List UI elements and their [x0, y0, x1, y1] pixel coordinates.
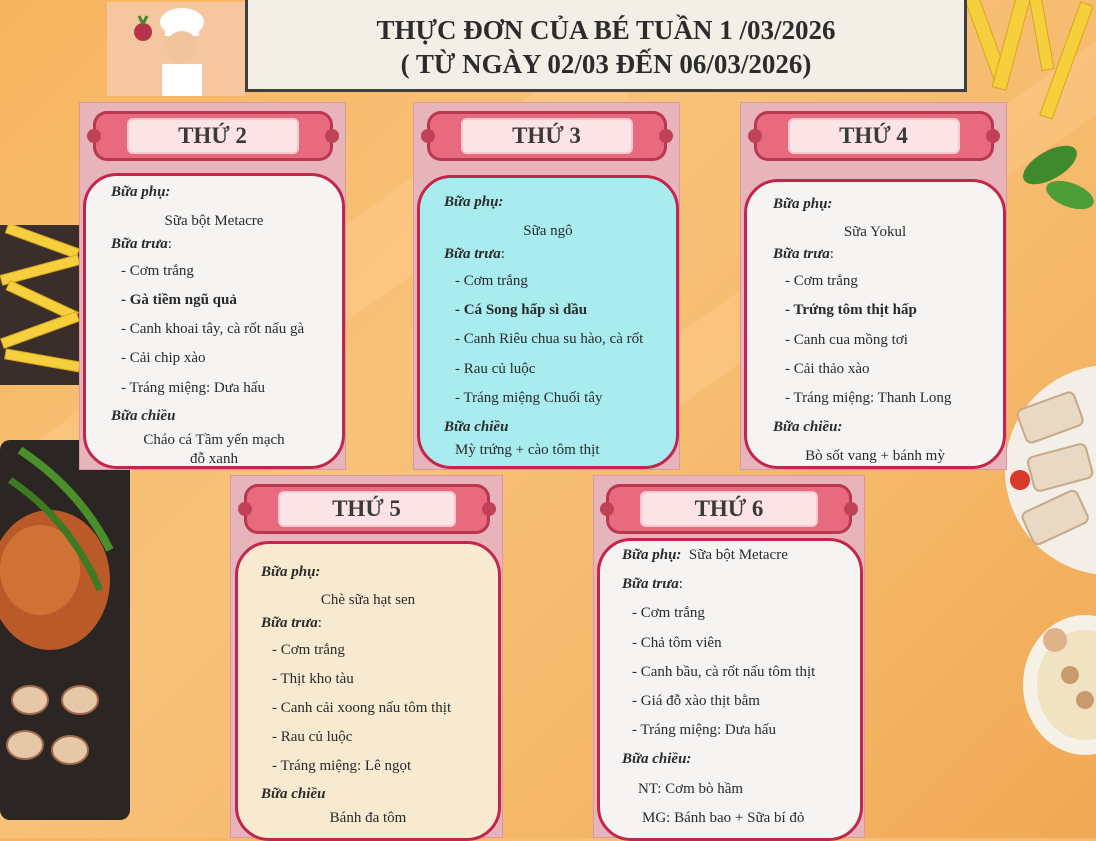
menu-panel	[83, 173, 345, 469]
salad-plate-image	[1000, 360, 1096, 580]
lunch-item: - Rau củ luộc	[455, 361, 536, 377]
lunch-heading: Bữa trưa:	[444, 246, 505, 262]
menu-title: THỰC ĐƠN CỦA BÉ TUẦN 1 /03/2026	[376, 15, 836, 45]
lunch-item: - Canh khoai tây, cà rốt nấu gà	[121, 321, 305, 337]
lunch-item: - Canh cải xoong nấu tôm thịt	[272, 700, 452, 716]
day-label: THỨ 4	[788, 118, 960, 154]
lunch-heading: Bữa trưa:	[111, 236, 172, 252]
day-label: THỨ 3	[461, 118, 633, 154]
day-card-fri	[593, 475, 865, 838]
lunch-item: - Thịt kho tàu	[272, 671, 354, 687]
fries-image	[0, 225, 80, 385]
menu-panel	[417, 175, 679, 469]
afternoon-label: Bữa chiều	[444, 419, 509, 435]
snack-line: Bữa phụ: Sữa bột Metacre	[622, 547, 788, 563]
afternoon-label: Bữa chiều	[111, 408, 176, 424]
lunch-item: - Cơm trắng	[121, 263, 194, 279]
day-label: THỨ 2	[127, 118, 299, 154]
afternoon-label: Bữa chiều	[261, 786, 326, 802]
lunch-heading: Bữa trưa:	[622, 576, 683, 592]
leaf-image	[1010, 135, 1096, 225]
day-card-wed	[740, 102, 1007, 470]
lunch-item: - Tráng miệng: Dưa hấu	[632, 722, 776, 738]
lunch-heading: Bữa trưa:	[773, 246, 834, 262]
menu-panel	[597, 538, 863, 841]
chef-image	[107, 2, 245, 96]
day-card-tue	[413, 102, 680, 470]
lunch-item: - Canh Riêu chua su hào, cà rốt	[455, 331, 644, 347]
lunch-heading: Bữa trưa:	[261, 615, 322, 631]
menu-header	[245, 0, 967, 92]
lunch-item: - Cải chip xào	[121, 350, 206, 366]
lunch-item: - Canh cua mồng tơi	[785, 332, 908, 348]
chicken-tray-image	[0, 430, 145, 838]
lunch-item: - Trứng tôm thịt hấp	[785, 302, 917, 318]
lunch-item: - Chả tôm viên	[632, 635, 722, 651]
menu-panel	[235, 541, 501, 841]
day-card-mon	[79, 102, 346, 470]
menu-date-range: ( TỪ NGÀY 02/03 ĐẾN 06/03/2026)	[400, 49, 812, 79]
snack-label: Bữa phụ:	[773, 196, 833, 212]
afternoon-item: Bánh đa tôm	[329, 810, 407, 826]
snack-item: Sữa Yokul	[843, 224, 907, 240]
afternoon-item: MG: Bánh bao + Sữa bí đỏ	[642, 810, 805, 826]
lunch-item: - Tráng miệng: Thanh Long	[785, 390, 952, 406]
lunch-item: - Cá Song hấp sì dầu	[455, 302, 588, 318]
snack-label: Bữa phụ:	[111, 184, 171, 200]
lunch-item: - Cơm trắng	[455, 273, 528, 289]
soup-bowl-image	[1015, 600, 1096, 770]
afternoon-item: đỗ xanh	[190, 451, 238, 467]
lunch-item: - Cơm trắng	[785, 273, 858, 289]
lunch-item: - Tráng miệng: Dưa hấu	[121, 380, 265, 396]
afternoon-label: Bữa chiều:	[773, 419, 843, 435]
afternoon-item: NT: Cơm bò hầm	[638, 781, 744, 797]
snack-item: Sữa ngô	[523, 223, 573, 239]
afternoon-item: Cháo cá Tầm yến mạch	[143, 432, 285, 448]
lunch-item: - Rau củ luộc	[272, 729, 353, 745]
day-label: THỨ 5	[278, 491, 456, 527]
day-label: THỨ 6	[640, 491, 818, 527]
lunch-item: - Tráng miệng: Lê ngọt	[272, 758, 412, 774]
snack-item: Sữa bột Metacre	[164, 213, 264, 229]
lunch-item: - Gà tiềm ngũ quả	[121, 292, 237, 308]
lunch-item: - Cơm trắng	[272, 642, 345, 658]
day-card-thu	[230, 475, 503, 838]
lunch-item: - Cơm trắng	[632, 605, 705, 621]
afternoon-label: Bữa chiều:	[622, 751, 692, 767]
lunch-item: - Tráng miệng Chuối tây	[455, 390, 603, 406]
afternoon-item: Mỳ trứng + cào tôm thịt	[455, 442, 600, 458]
menu-panel	[744, 179, 1006, 469]
snack-item: Chè sữa hạt sen	[320, 592, 416, 608]
afternoon-item: Bò sốt vang + bánh mỳ	[805, 448, 945, 464]
snack-label: Bữa phụ:	[261, 564, 321, 580]
snack-label: Bữa phụ:	[444, 194, 504, 210]
lunch-item: - Giá đỗ xào thịt bằm	[632, 693, 760, 709]
lunch-item: - Canh bầu, cà rốt nấu tôm thịt	[632, 664, 816, 680]
lunch-item: - Cải thảo xào	[785, 361, 870, 377]
